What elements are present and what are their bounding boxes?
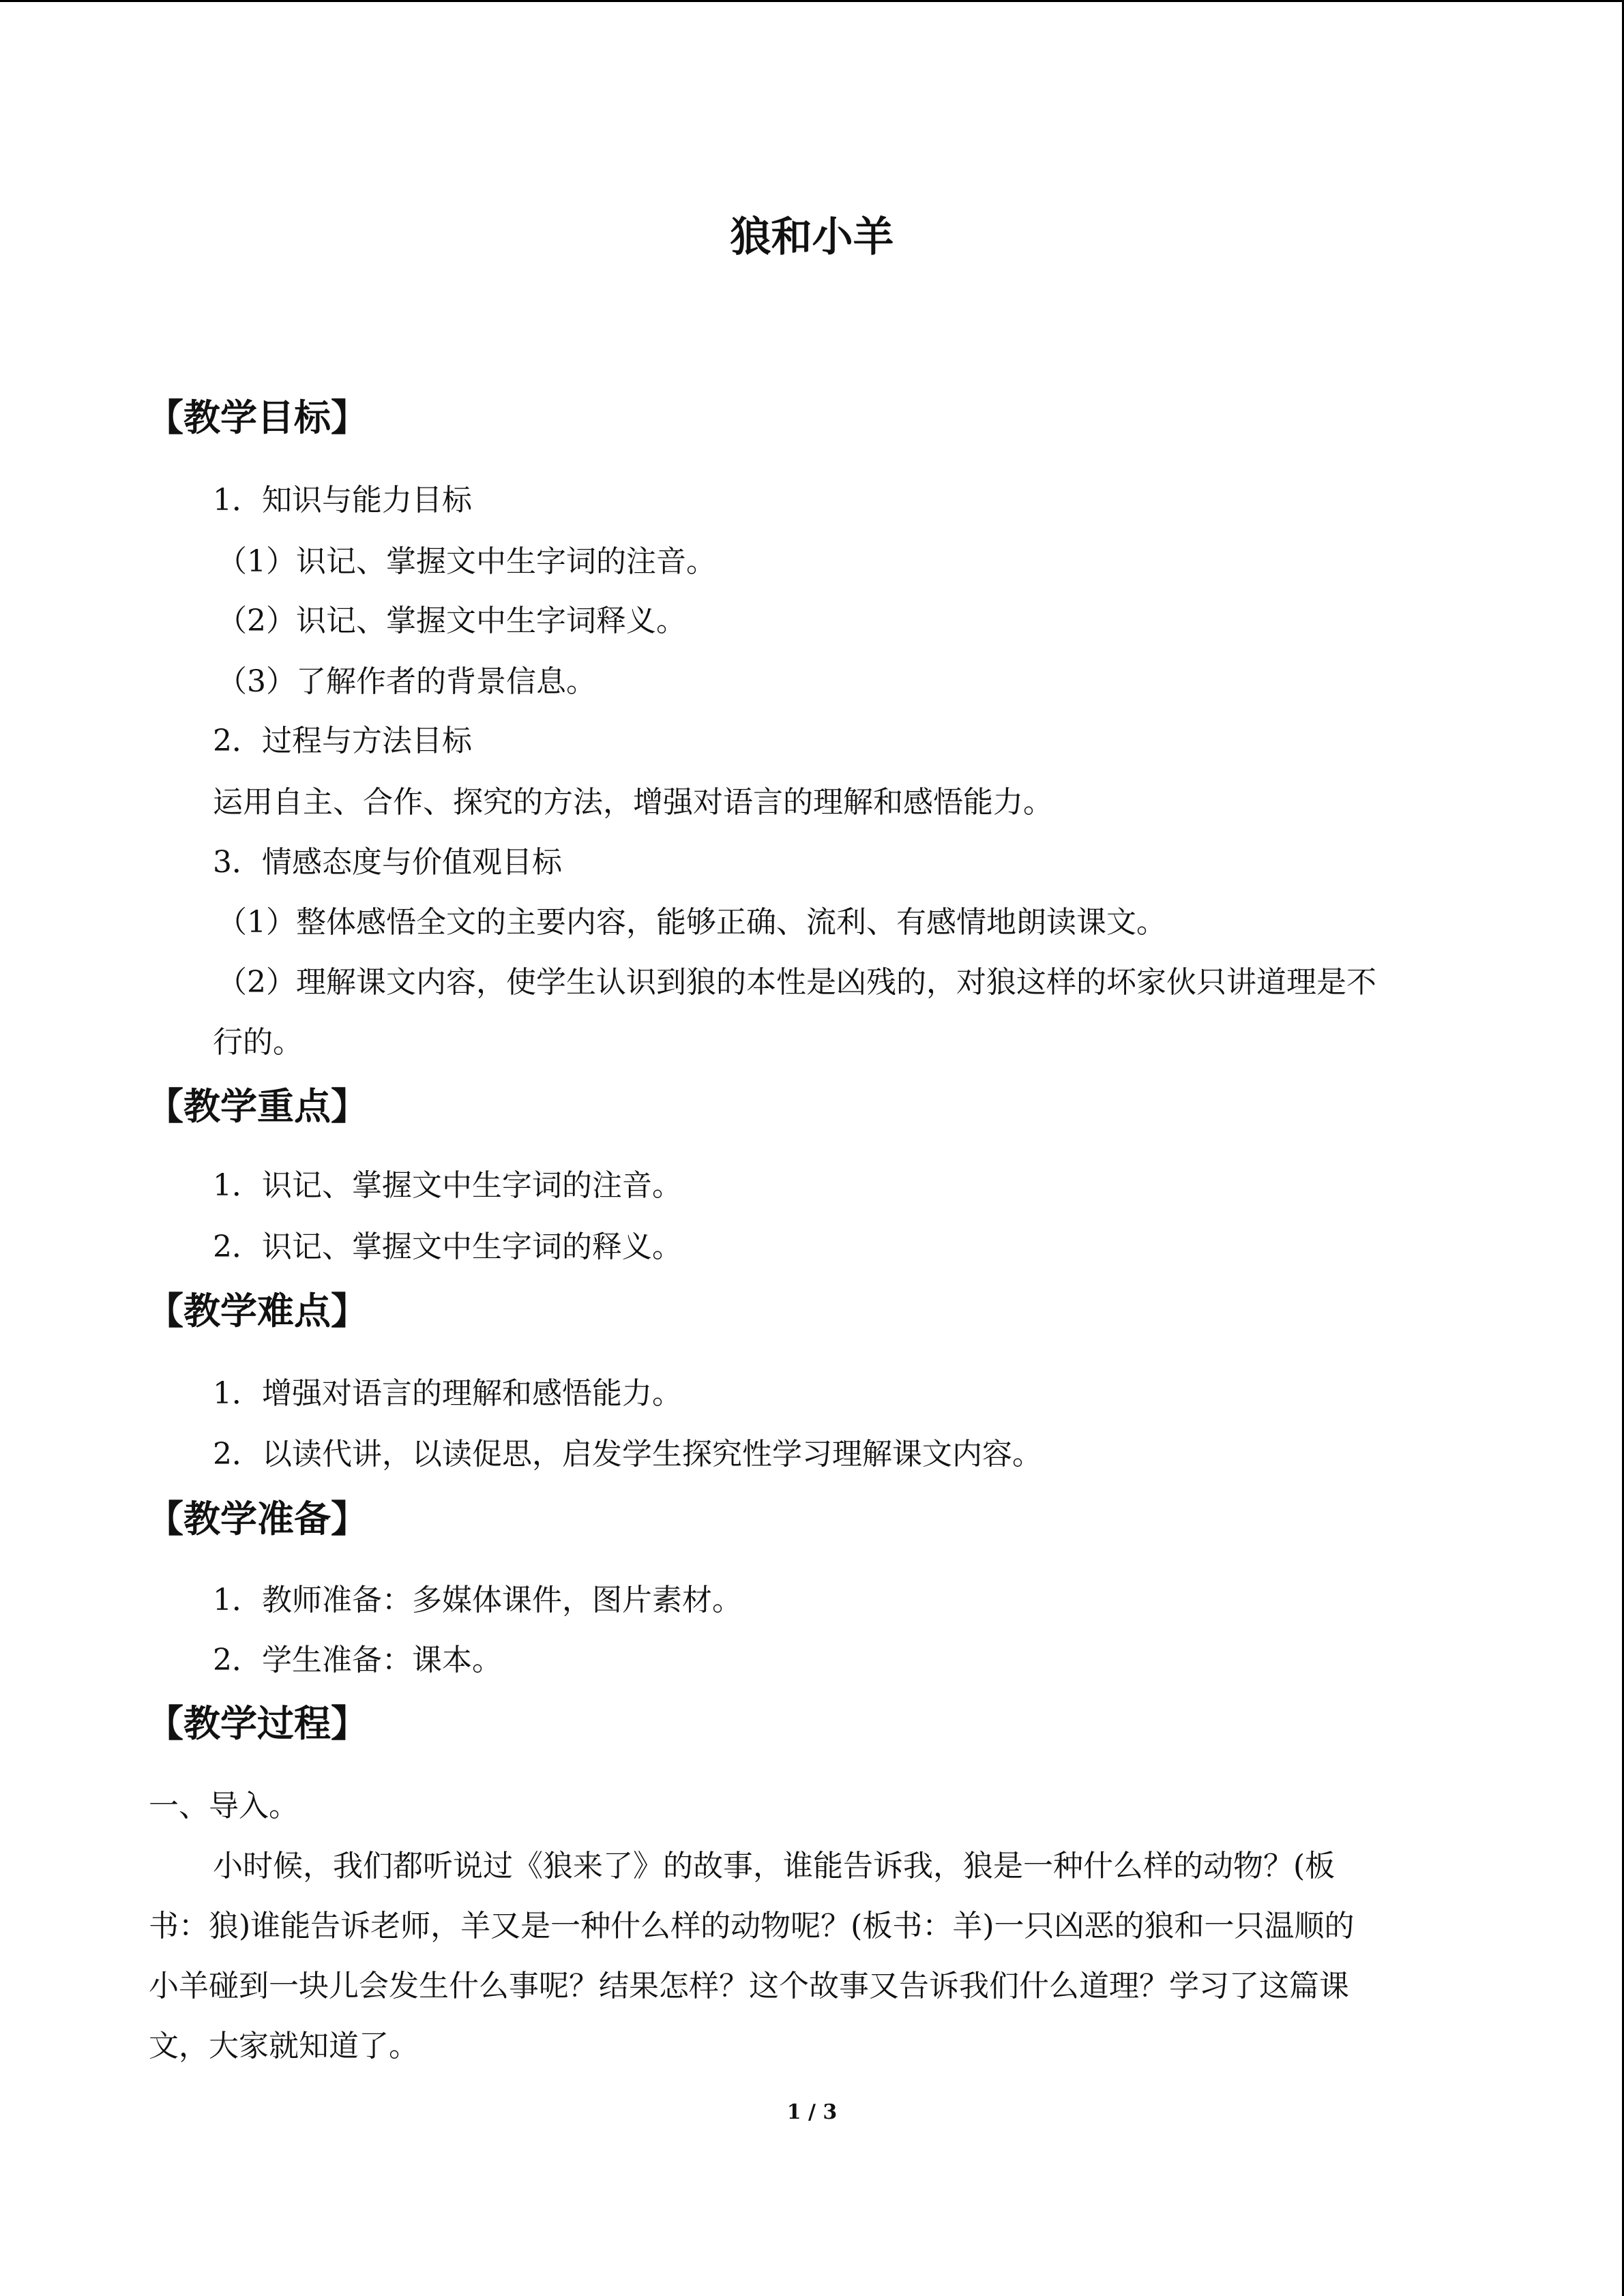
heading-preparation: 【教学准备】	[147, 1497, 368, 1540]
goal-line: （1）识记、掌握文中生字词的注音。	[217, 544, 716, 579]
goal-line: 行的。	[213, 1025, 303, 1060]
difficulty-line: 2．以读代讲，以读促思，启发学生探究性学习理解课文内容。	[213, 1437, 1042, 1472]
process-paragraph-line: 书：狼)谁能告诉老师，羊又是一种什么样的动物呢？(板书：羊)一只凶恶的狼和一只温顺的	[149, 1909, 1355, 1943]
page-number: 1 / 3	[786, 2100, 838, 2124]
focus-line: 2．识记、掌握文中生字词的释义。	[213, 1229, 682, 1264]
process-paragraph-line: 小时候，我们都听说过《狼来了》的故事，谁能告诉我，狼是一种什么样的动物？(板	[213, 1849, 1335, 1883]
page-border-top	[0, 0, 1624, 2]
focus-line: 1．识记、掌握文中生字词的注音。	[213, 1168, 682, 1203]
preparation-line: 2．学生准备：课本。	[213, 1643, 502, 1678]
difficulty-line: 1．增强对语言的理解和感悟能力。	[213, 1376, 682, 1411]
heading-focus: 【教学重点】	[147, 1085, 368, 1128]
process-paragraph-line: 文，大家就知道了。	[149, 2029, 419, 2063]
goal-line: 3．情感态度与价值观目标	[213, 845, 562, 880]
goal-line: （2）识记、掌握文中生字词释义。	[217, 603, 686, 638]
goal-line: 运用自主、合作、探究的方法，增强对语言的理解和感悟能力。	[213, 785, 1053, 820]
goal-line: （2）理解课文内容，使学生认识到狼的本性是凶残的，对狼这样的坏家伙只讲道理是不	[217, 965, 1376, 1000]
heading-difficulty: 【教学难点】	[147, 1289, 368, 1332]
goal-line: （1）整体感悟全文的主要内容，能够正确、流利、有感情地朗读课文。	[217, 905, 1166, 940]
process-step: 一、导入。	[149, 1789, 299, 1823]
heading-goals: 【教学目标】	[147, 396, 368, 439]
goal-line: （3）了解作者的背景信息。	[217, 664, 596, 699]
heading-process: 【教学过程】	[147, 1702, 368, 1745]
process-paragraph-line: 小羊碰到一块儿会发生什么事呢？结果怎样？这个故事又告诉我们什么道理？学习了这篇课	[149, 1969, 1349, 2003]
preparation-line: 1．教师准备：多媒体课件，图片素材。	[213, 1583, 742, 1617]
goal-line: 1．知识与能力目标	[213, 483, 472, 518]
document-title: 狼和小羊	[730, 213, 894, 261]
goal-line: 2．过程与方法目标	[213, 724, 472, 758]
